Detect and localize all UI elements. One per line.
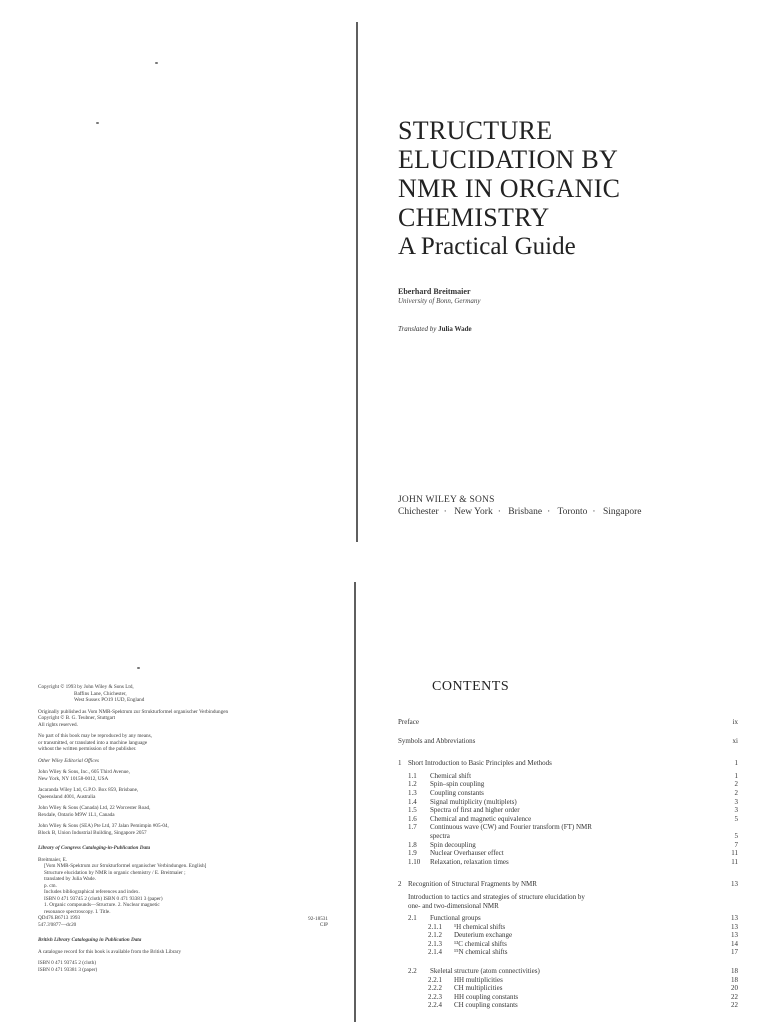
section-number: 1.8	[408, 840, 417, 849]
city: Chichester	[398, 507, 439, 517]
section-title: Skeletal structure (atom connectivities)	[430, 967, 540, 976]
city: Singapore	[602, 507, 642, 517]
contents-heading: CONTENTS	[432, 679, 510, 694]
section-title: spectra	[430, 831, 450, 840]
subsection-title: CH coupling constants	[454, 1001, 518, 1010]
subsection-number: 2.2.2	[428, 984, 442, 993]
toc-section[interactable]	[398, 815, 738, 824]
copyright-line: Copyright © 1993 by John Wiley & Sons Ltd,	[38, 684, 134, 690]
copyright-notice	[38, 684, 338, 704]
loc-heading: Library of Congress Cataloging-in-Publication Data	[38, 845, 151, 851]
subsection-number: 2.2.4	[428, 1001, 442, 1010]
toc-section[interactable]	[398, 841, 738, 850]
book-title	[398, 116, 758, 262]
cip-line: translated by Julia Wade.	[44, 876, 96, 882]
section-number: 1.3	[408, 788, 417, 797]
subsection-number: 2.2.3	[428, 992, 442, 1001]
copyright-line: Baffins Lane, Chichester,	[74, 690, 127, 697]
dust-speck	[137, 667, 140, 669]
section-number: 1.1	[408, 771, 417, 780]
toc-page: 2	[734, 788, 738, 797]
author-affiliation: University of Bonn, Germany	[398, 297, 481, 305]
section-number: 1.10	[408, 857, 421, 866]
toc-chapter-1[interactable]	[398, 759, 738, 768]
isbn-block	[38, 960, 338, 973]
toc-subsection[interactable]	[398, 984, 738, 993]
dust-speck	[155, 62, 158, 64]
copyright-line: Originally published as Vom NMR-Spektrum zur Strukturformel organischer Verbindungen	[38, 708, 229, 715]
cip-line: ISBN 0 471 93745 2 (cloth) ISBN 0 471 93381 3 (paper)	[44, 895, 163, 902]
subsection-title: CH multiplicities	[454, 984, 503, 993]
cip-line: Includes bibliographical references and index.	[44, 889, 140, 895]
cip-number-value: 92-18531	[308, 915, 328, 922]
toc-section[interactable]	[398, 967, 738, 976]
toc-chapter-2[interactable]	[398, 880, 738, 889]
copyright-line: West Sussex PO19 1UD, England	[74, 697, 145, 703]
toc-page: 13	[731, 880, 738, 889]
section-number: 2.2	[408, 967, 417, 976]
toc-page: 13	[731, 931, 738, 940]
toc-section[interactable]	[398, 849, 738, 858]
translator-credit	[398, 325, 472, 333]
chapter-number: 1	[398, 759, 402, 768]
section-title: Spin–spin coupling	[430, 780, 485, 789]
office-address	[38, 787, 338, 800]
cip-line: [Vom NMR-Spektrum zur Strukturformel organischer Verbindungen. English]	[44, 863, 207, 869]
chapter-intro	[398, 893, 738, 902]
subsection-title: HH multiplicities	[454, 975, 503, 984]
toc-page: 18	[731, 967, 738, 976]
section-number: 1.5	[408, 806, 417, 815]
toc-page: xi	[732, 736, 738, 745]
section-title: Spectra of first and higher order	[430, 806, 520, 815]
cip-line: resonance spectroscopy. I. Title.	[44, 908, 111, 915]
toc-page: 17	[731, 948, 738, 957]
copyright-line: without the written permission of the publisher.	[38, 746, 137, 752]
toc-page: 3	[734, 797, 738, 806]
toc-page: 5	[734, 814, 738, 823]
toc-page: 11	[731, 857, 738, 866]
cip-label: CIP	[319, 922, 328, 928]
toc-section[interactable]	[398, 789, 738, 798]
toc-section[interactable]	[398, 858, 738, 867]
bl-text: A catalogue record for this book is available from the British Library	[38, 948, 182, 955]
toc-section[interactable]	[398, 772, 738, 781]
toc-page: 14	[731, 939, 738, 948]
chapter-title: Short Introduction to Basic Principles and Methods	[408, 759, 552, 768]
toc-subsection[interactable]	[398, 923, 738, 932]
translated-by-label: Translated by	[398, 325, 437, 333]
toc-page: 20	[731, 984, 738, 993]
copyright-line: All rights reserved.	[38, 721, 78, 728]
toc-subsection[interactable]	[398, 993, 738, 1002]
toc-page: 2	[734, 780, 738, 789]
address-line: New York, NY 10158-0012, USA	[38, 775, 109, 782]
translator-name: Julia Wade	[438, 325, 472, 333]
table-of-contents	[398, 718, 738, 1010]
subsection-number: 2.1.4	[428, 948, 442, 957]
section-number: 1.7	[408, 823, 417, 832]
toc-page: 7	[734, 840, 738, 849]
cip-line: Breitmaier, E.	[38, 856, 68, 863]
cip-line: Structure elucidation by NMR in organic chemistry / E. Breitmaier ;	[44, 869, 186, 876]
cip-line: QD476.B6713 1993	[38, 915, 81, 921]
copyright-line: Copyright © B. G. Teubner, Stuttgart	[38, 715, 116, 721]
subsection-number: 2.2.1	[428, 975, 442, 984]
intro-line: Introduction to tactics and strategies of structure elucidation by	[408, 892, 585, 901]
other-offices-heading: Other Wiley Editorial Offices	[38, 757, 99, 764]
publisher-name: JOHN WILEY & SONS	[398, 495, 495, 505]
toc-subsection[interactable]	[398, 931, 738, 940]
page-gutter-line	[354, 582, 356, 1022]
section-number: 1.9	[408, 849, 417, 858]
toc-section[interactable]	[398, 806, 738, 815]
loc-cip-data	[38, 857, 338, 929]
office-address	[38, 805, 338, 818]
section-number: 1.2	[408, 780, 417, 789]
section-title: Continuous wave (CW) and Fourier transform (FT) NMR	[430, 823, 592, 832]
toc-section[interactable]	[398, 914, 738, 923]
title-line: CHEMISTRY	[398, 203, 550, 232]
copyright-line: No part of this book may be reproduced by any means,	[38, 733, 152, 739]
chapter-number: 2	[398, 880, 402, 889]
section-number: 1.6	[408, 814, 417, 823]
cip-number	[308, 916, 328, 929]
cip-line: p. cm.	[44, 882, 57, 889]
title-line: ELUCIDATION BY	[398, 145, 619, 174]
office-address	[38, 823, 338, 836]
copyright-page	[38, 684, 338, 978]
address-line: Rexdale, Ontario M9W 1L1, Canada	[38, 811, 115, 818]
city: Brisbane	[508, 507, 543, 517]
section-title: Chemical shift	[430, 771, 472, 780]
toc-page: 22	[731, 1001, 738, 1010]
isbn-line: ISBN 0 471 93745 2 (cloth)	[38, 960, 97, 966]
toc-subsection[interactable]	[398, 976, 738, 985]
bl-heading: British Library Cataloguing in Publication Data	[38, 937, 142, 943]
subsection-number: 2.1.3	[428, 939, 442, 948]
toc-page: 13	[731, 914, 738, 923]
author-name: Eberhard Breitmaier	[398, 287, 471, 296]
toc-page: 22	[731, 992, 738, 1001]
toc-subsection[interactable]	[398, 1001, 738, 1010]
toc-entry[interactable]	[398, 737, 738, 746]
publisher-cities: Chichester · New York · Brisbane · Toronto · Singapore	[398, 507, 642, 517]
subsection-title: ¹⁵N chemical shifts	[454, 948, 508, 957]
subsection-title: ¹H chemical shifts	[454, 922, 506, 931]
reproduction-notice	[38, 733, 338, 753]
address-line: Queensland 4001, Australia	[38, 793, 96, 800]
address-line: John Wiley & Sons (Canada) Ltd, 22 Worcester Road,	[38, 805, 151, 811]
subsection-title: HH coupling constants	[454, 992, 519, 1001]
toc-section[interactable]	[398, 798, 738, 807]
cip-line: 1. Organic compounds—Structure. 2. Nuclear magnetic	[44, 902, 160, 908]
intro-line: one- and two-dimensional NMR	[408, 901, 499, 910]
title-line: STRUCTURE	[398, 116, 553, 145]
section-title: Nuclear Overhauser effect	[430, 849, 504, 858]
section-title: Signal multiplicity (multiplets)	[430, 797, 517, 806]
book-subtitle: A Practical Guide	[398, 233, 576, 260]
toc-page: 3	[734, 806, 738, 815]
section-title: Coupling constants	[430, 788, 484, 797]
toc-page: 11	[731, 849, 738, 858]
chapter-intro	[398, 902, 738, 911]
title-line: NMR IN ORGANIC	[398, 174, 621, 203]
section-title: Chemical and magnetic equivalence	[430, 814, 532, 823]
toc-entry[interactable]	[398, 718, 738, 727]
address-line: Jacaranda Wiley Ltd, G.P.O. Box 859, Brisbane,	[38, 787, 139, 793]
toc-page: ix	[732, 718, 738, 726]
section-number: 2.1	[408, 914, 417, 923]
address-line: John Wiley & Sons (SEA) Pte Ltd, 37 Jalan Pemimpin #05-04,	[38, 823, 169, 829]
original-publication	[38, 709, 338, 729]
office-address	[38, 769, 338, 782]
toc-page: 13	[731, 922, 738, 931]
page-gutter-line	[356, 22, 358, 542]
toc-subsection[interactable]	[398, 940, 738, 949]
dust-speck	[96, 122, 99, 124]
toc-section[interactable]	[398, 780, 738, 789]
city: New York	[454, 507, 493, 517]
subsection-number: 2.1.2	[428, 931, 442, 940]
section-title: Functional groups	[430, 914, 481, 923]
toc-page: 5	[734, 831, 738, 840]
toc-title: Symbols and Abbreviations	[398, 736, 476, 745]
address-line: John Wiley & Sons, Inc., 605 Third Avenue,	[38, 769, 130, 775]
toc-page: 1	[734, 771, 738, 780]
city: Toronto	[557, 507, 588, 517]
subsection-title: ¹³C chemical shifts	[454, 939, 507, 948]
section-title: Relaxation, relaxation times	[430, 857, 509, 866]
address-line: Block B, Union Industrial Building, Singapore 2057	[38, 829, 147, 836]
section-number: 1.4	[408, 797, 417, 806]
toc-section[interactable]	[398, 823, 738, 832]
toc-page: 18	[731, 975, 738, 984]
toc-section-continued[interactable]	[398, 832, 738, 841]
isbn-line: ISBN 0 471 93381 3 (paper)	[38, 966, 98, 973]
toc-title: Preface	[398, 718, 419, 726]
subsection-title: Deuterium exchange	[454, 931, 513, 940]
section-title: Spin decoupling	[430, 840, 476, 849]
subsection-number: 2.1.1	[428, 922, 442, 931]
copyright-line: or transmitted, or translated into a machine language	[38, 739, 148, 746]
chapter-title: Recognition of Structural Fragments by NMR	[408, 880, 537, 889]
toc-page: 1	[734, 759, 738, 768]
cip-classification: 547.3'0877—dc20	[38, 921, 77, 928]
toc-subsection[interactable]	[398, 948, 738, 957]
